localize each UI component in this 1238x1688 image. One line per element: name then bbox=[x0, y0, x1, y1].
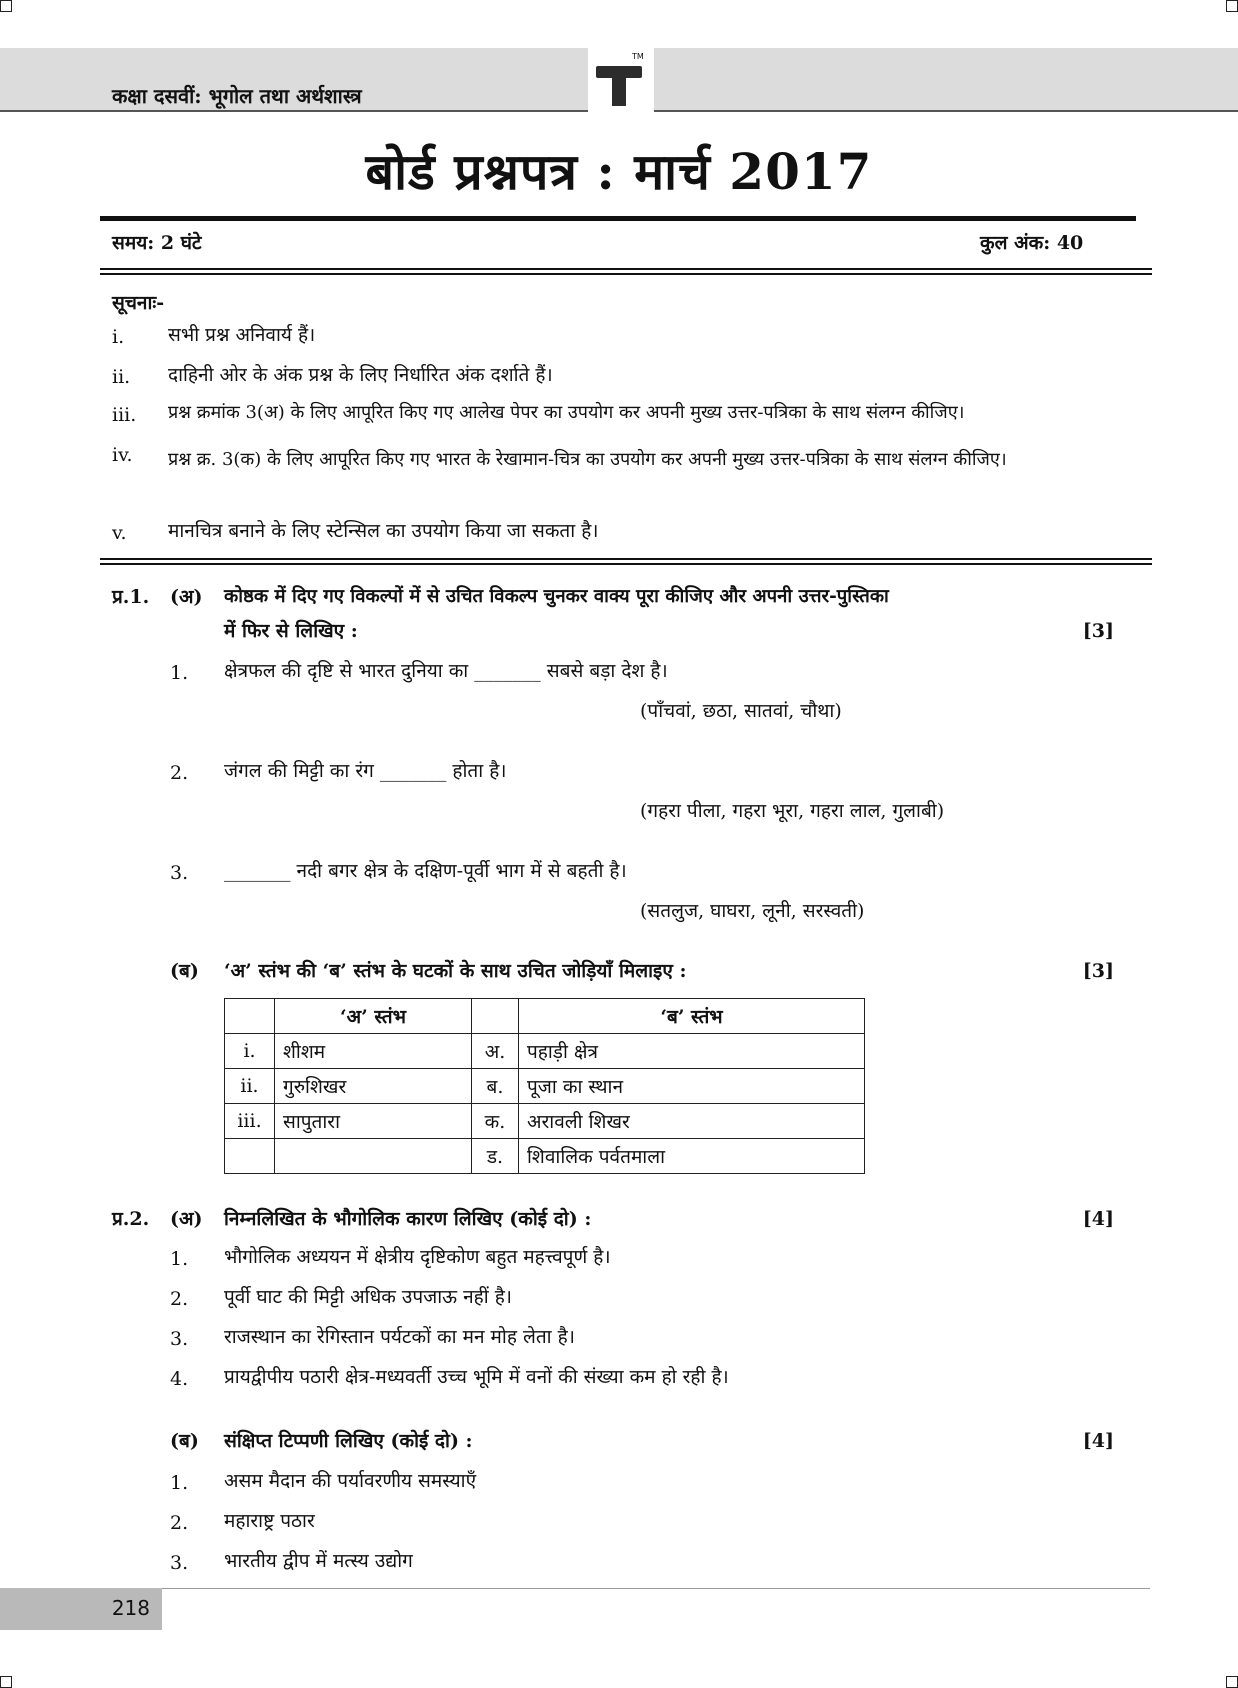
subquestion-label: (ब) bbox=[170, 960, 199, 982]
fill-blank-text: _______ नदी बगर क्षेत्र के दक्षिण-पूर्वी भाग में से बहती है। bbox=[224, 860, 627, 882]
instruction-text: मानचित्र बनाने के लिए स्टेन्सिल का उपयोग किया जा सकता है। bbox=[168, 520, 599, 542]
table-row bbox=[225, 1069, 865, 1104]
item-number: 3. bbox=[170, 862, 189, 884]
crop-mark-top-left bbox=[0, 0, 12, 12]
column-b-cell: पूजा का स्थान bbox=[519, 1069, 865, 1104]
row-letter: ड. bbox=[472, 1139, 519, 1174]
crop-mark-bottom-right bbox=[1226, 1676, 1238, 1688]
instruction-text: दाहिनी ओर के अंक प्रश्न के लिए निर्धारित अंक दर्शाते हैं। bbox=[168, 364, 553, 386]
column-a-cell: शीशम bbox=[275, 1034, 472, 1069]
table-header-blank bbox=[472, 999, 519, 1034]
row-number: iii. bbox=[225, 1104, 275, 1139]
table-row bbox=[225, 1139, 865, 1174]
subquestion-label: (ब) bbox=[170, 1430, 199, 1452]
list-item: असम मैदान की पर्यावरणीय समस्याएँ bbox=[224, 1470, 477, 1492]
question-text: कोष्ठक में दिए गए विकल्पों में से उचित विकल्प चुनकर वाक्य पूरा कीजिए और अपनी उत्तर-पुस्तिका bbox=[224, 586, 889, 607]
instructions-rule-bottom bbox=[100, 563, 1152, 565]
marks-badge: [4] bbox=[1082, 1208, 1114, 1230]
column-a-cell: गुरुशिखर bbox=[275, 1069, 472, 1104]
table-row bbox=[225, 1104, 865, 1139]
instruction-num: iv. bbox=[112, 444, 133, 466]
table-row bbox=[225, 1034, 865, 1069]
row-letter: ब. bbox=[472, 1069, 519, 1104]
list-item: प्रायद्वीपीय पठारी क्षेत्र-मध्यवर्ती उच्च भूमि में वनों की संख्या कम हो रही है। bbox=[224, 1366, 729, 1388]
meta-rule-bottom bbox=[100, 273, 1152, 275]
question-text: संक्षिप्त टिप्पणी लिखिए (कोई दो) : bbox=[224, 1430, 473, 1452]
column-a-header: ‘अ’ स्तंभ bbox=[275, 999, 472, 1034]
question-text: निम्नलिखित के भौगोलिक कारण लिखिए (कोई दो) : bbox=[224, 1208, 592, 1230]
fill-blank-text: जंगल की मिट्टी का रंग _______ होता है। bbox=[224, 760, 507, 782]
page-number: 218 bbox=[111, 1596, 150, 1620]
row-number: i. bbox=[225, 1034, 275, 1069]
total-marks: कुल अंक: 40 bbox=[980, 232, 1084, 254]
fill-blank-options: (सतलुज, घाघरा, लूनी, सरस्वती) bbox=[640, 900, 865, 922]
title-underline bbox=[100, 216, 1136, 221]
table-header-blank bbox=[225, 999, 275, 1034]
instruction-num: iii. bbox=[112, 404, 137, 426]
crop-mark-bottom-left bbox=[0, 1676, 12, 1688]
item-number: 3. bbox=[170, 1328, 189, 1350]
item-number: 3. bbox=[170, 1552, 189, 1574]
question-number: प्र.1. bbox=[112, 586, 150, 608]
item-number: 1. bbox=[170, 1472, 189, 1494]
instruction-num: i. bbox=[112, 326, 125, 348]
list-item: पूर्वी घाट की मिट्टी अधिक उपजाऊ नहीं है। bbox=[224, 1286, 512, 1308]
footer-rule bbox=[162, 1588, 1150, 1589]
list-item: भारतीय द्वीप में मत्स्य उद्योग bbox=[224, 1550, 413, 1572]
instruction-num: v. bbox=[112, 522, 127, 544]
book-title: कक्षा दसवीं: भूगोल तथा अर्थशास्त्र bbox=[112, 84, 362, 108]
column-a-cell bbox=[275, 1139, 472, 1174]
column-a-cell: सापुतारा bbox=[275, 1104, 472, 1139]
column-b-cell: अरावली शिखर bbox=[519, 1104, 865, 1139]
instructions-heading: सूचनाः- bbox=[112, 292, 165, 314]
instruction-text: प्रश्न क्रमांक 3(अ) के लिए आपूरित किए गए आलेख पेपर का उपयोग कर अपनी मुख्य उत्तर-पत्रिका के साथ संलग्न कीजिए। bbox=[168, 402, 965, 423]
logo-trademark: TM bbox=[632, 52, 644, 61]
item-number: 1. bbox=[170, 662, 189, 684]
column-b-header: ‘ब’ स्तंभ bbox=[519, 999, 865, 1034]
subquestion-label: (अ) bbox=[170, 586, 203, 608]
question-number: प्र.2. bbox=[112, 1208, 150, 1230]
instruction-num: ii. bbox=[112, 366, 131, 388]
question-text: ‘अ’ स्तंभ की ‘ब’ स्तंभ के घटकों के साथ उचित जोड़ियाँ मिलाइए : bbox=[224, 960, 687, 982]
row-number bbox=[225, 1139, 275, 1174]
question-text-continued: में फिर से लिखिए : bbox=[224, 620, 358, 642]
item-number: 4. bbox=[170, 1368, 189, 1390]
list-item: राजस्थान का रेगिस्तान पर्यटकों का मन मोह लेता है। bbox=[224, 1326, 575, 1348]
exam-time: समय: 2 घंटे bbox=[112, 232, 202, 254]
meta-rule-top bbox=[100, 268, 1152, 270]
item-number: 2. bbox=[170, 762, 189, 784]
item-number: 1. bbox=[170, 1248, 189, 1270]
marks-badge: [4] bbox=[1082, 1430, 1114, 1452]
instruction-text: सभी प्रश्न अनिवार्य हैं। bbox=[168, 324, 316, 346]
instruction-text: प्रश्न क्र. 3(क) के लिए आपूरित किए गए भारत के रेखामान-चित्र का उपयोग कर अपनी मुख्य उत्तर-पत्रिका के साथ संलग्न कीजिए। bbox=[168, 449, 1007, 470]
page-title: बोर्ड प्रश्नपत्र : मार्च 2017 bbox=[365, 142, 873, 201]
column-b-cell: पहाड़ी क्षेत्र bbox=[519, 1034, 865, 1069]
table-header-row bbox=[225, 999, 865, 1034]
instructions-rule-top bbox=[100, 558, 1152, 560]
fill-blank-options: (पाँचवां, छठा, सातवां, चौथा) bbox=[640, 700, 842, 722]
fill-blank-options: (गहरा पीला, गहरा भूरा, गहरा लाल, गुलाबी) bbox=[640, 800, 945, 822]
marks-badge: [3] bbox=[1082, 620, 1114, 642]
row-letter: क. bbox=[472, 1104, 519, 1139]
logo-t-stem bbox=[612, 76, 626, 106]
marks-badge: [3] bbox=[1082, 960, 1114, 982]
subquestion-label: (अ) bbox=[170, 1208, 203, 1230]
match-columns-table bbox=[224, 998, 865, 1174]
item-number: 2. bbox=[170, 1512, 189, 1534]
list-item: भौगोलिक अध्ययन में क्षेत्रीय दृष्टिकोण बहुत महत्त्वपूर्ण है। bbox=[224, 1246, 611, 1268]
column-b-cell: शिवालिक पर्वतमाला bbox=[519, 1139, 865, 1174]
row-letter: अ. bbox=[472, 1034, 519, 1069]
item-number: 2. bbox=[170, 1288, 189, 1310]
list-item: महाराष्ट्र पठार bbox=[224, 1510, 315, 1532]
row-number: ii. bbox=[225, 1069, 275, 1104]
crop-mark-top-right bbox=[1226, 0, 1238, 12]
fill-blank-text: क्षेत्रफल की दृष्टि से भारत दुनिया का _______ सबसे बड़ा देश है। bbox=[224, 660, 668, 682]
